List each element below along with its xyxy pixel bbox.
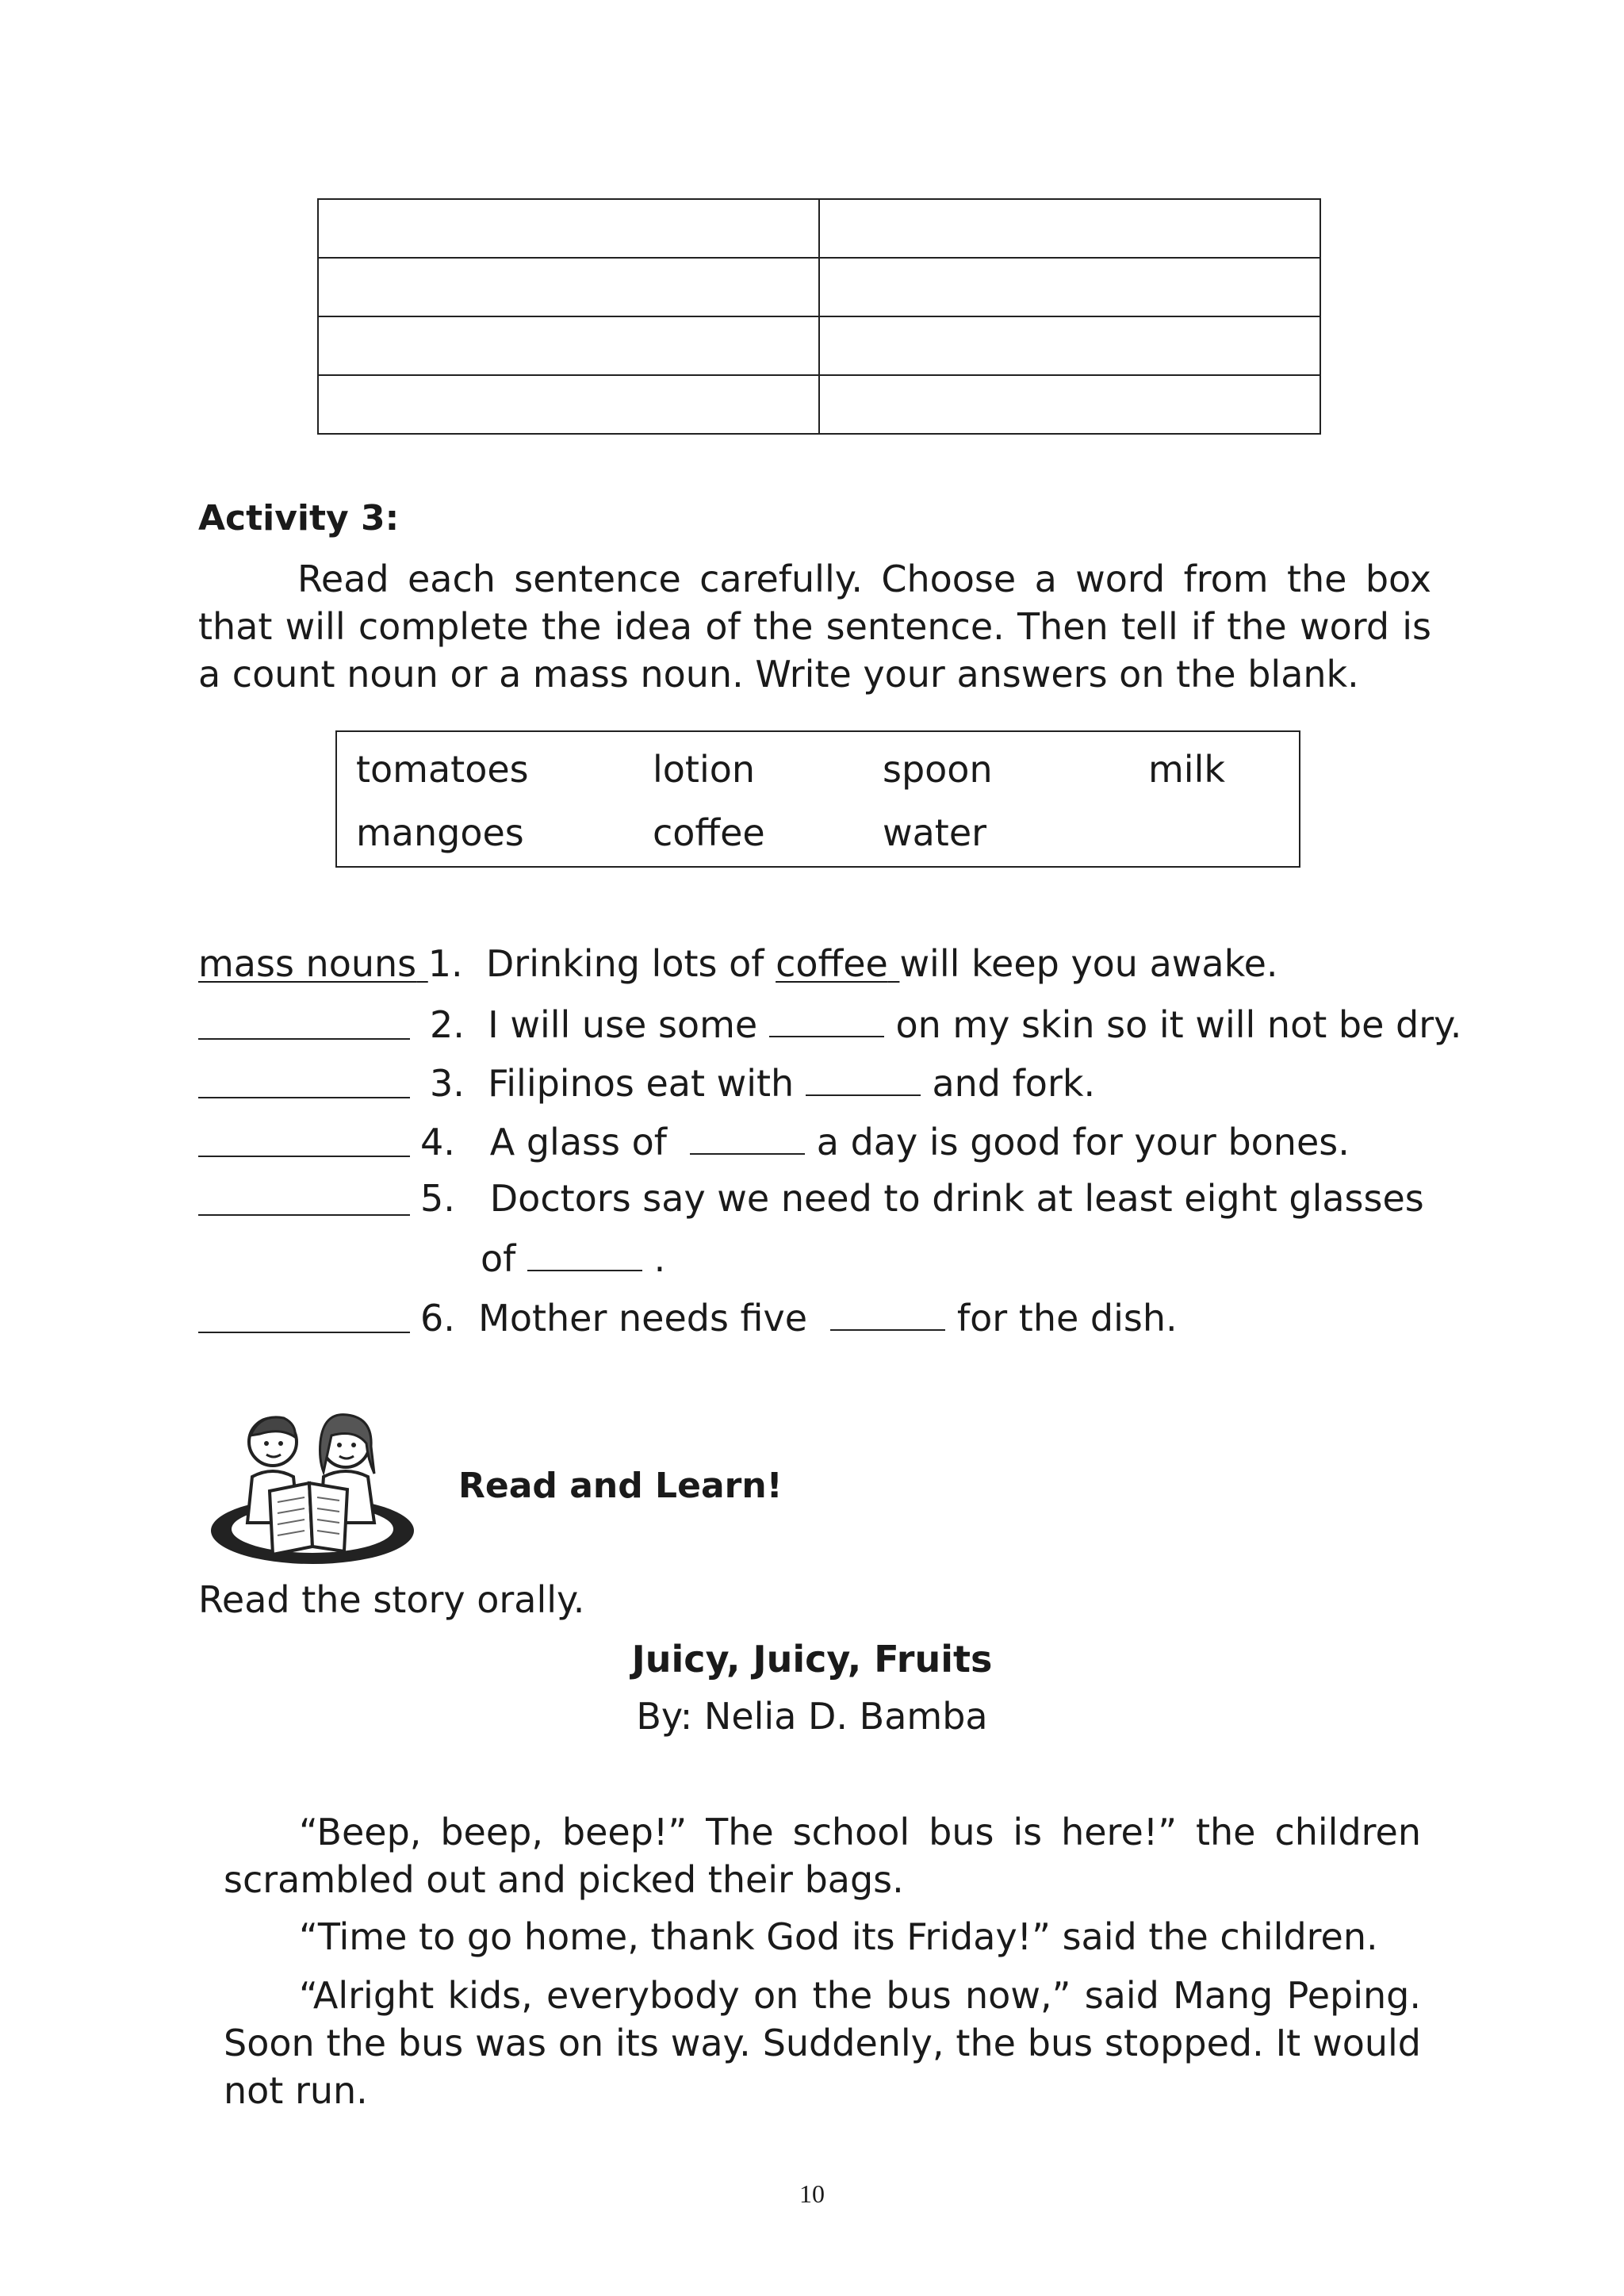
item-text: of [481,1237,516,1280]
exercise-item-2 [430,1001,1461,1046]
answer-blank[interactable] [198,1154,410,1157]
item-text: A glass of [489,1121,667,1163]
word-box [335,730,1300,868]
story-paragraph [224,1808,1421,1903]
exercise-item-6 [420,1294,1178,1340]
answer-blank[interactable] [198,1330,410,1333]
item-text: on my skin so it will not be dry. [895,1003,1462,1046]
item-number: 3. [430,1062,465,1105]
exercise-item-5 [420,1177,1424,1220]
answer-example: mass nouns [198,942,417,985]
story-author: By: Nelia D. Bamba [636,1695,988,1738]
activity-heading: Activity 3: [198,498,400,539]
table-cell[interactable] [318,375,819,434]
item-text: I will use some [488,1003,758,1046]
table-cell[interactable] [318,316,819,375]
fill-blank[interactable] [527,1235,642,1271]
table-cell[interactable] [819,375,1320,434]
exercise-item-5-continued [481,1235,665,1280]
item-text: Mother needs five [478,1297,808,1340]
item-text: will keep you awake. [899,942,1278,985]
answer-blank[interactable] [198,1095,410,1098]
word-box-item: lotion [653,748,756,791]
paragraph-text: “Alright kids, everybody on the bus now,” said Mang Peping. Soon the bus was on its way. Suddenly, the bus stopped. It would not run. [224,1974,1421,2112]
read-and-learn-title: Read and Learn! [458,1466,783,1506]
item-text: for the dish. [956,1297,1178,1340]
table-cell[interactable] [819,199,1320,258]
fill-blank[interactable] [690,1118,805,1155]
fill-blank[interactable] [806,1060,921,1096]
item-number: 5. [420,1177,455,1220]
word-box-item: coffee [653,811,765,854]
item-text: and fork. [932,1062,1096,1105]
table-cell[interactable] [819,258,1320,316]
item-text: Filipinos eat with [488,1062,795,1105]
blank-answer-table [317,198,1321,435]
item-text: . [653,1237,666,1280]
fill-blank[interactable] [830,1294,945,1331]
answer-blank[interactable] [198,1213,410,1216]
table-cell[interactable] [318,258,819,316]
filled-blank: coffee [776,942,888,985]
exercise-item-4 [420,1118,1350,1163]
exercise-item-1 [198,942,1278,985]
word-box-item: milk [1148,748,1226,791]
instructions-text: Read each sentence carefully. Choose a word from the box that will complete the idea of the sentence. Then tell if the word is a count noun or a mass noun. Write your answers on the blank. [198,558,1431,696]
story-title: Juicy, Juicy, Fruits [631,1638,993,1681]
item-text: Doctors say we need to drink at least eight glasses [489,1177,1424,1220]
word-box-item: mangoes [356,811,524,854]
paragraph-text: “Time to go home, thank God its Friday!” said the children. [299,1915,1378,1958]
answer-blank[interactable] [198,1037,410,1040]
item-number: 2. [430,1003,465,1046]
item-number: 4. [420,1121,455,1163]
story-prompt: Read the story orally. [198,1578,585,1621]
word-box-item: water [883,811,987,854]
word-box-item: spoon [883,748,993,791]
paragraph-text: “Beep, beep, beep!” The school bus is here!” the children scrambled out and picked their bags. [224,1811,1421,1901]
item-number: 6. [420,1297,455,1340]
item-number: 1. [427,942,463,985]
exercise-item-3 [430,1060,1095,1105]
story-paragraph [224,1972,1421,2114]
activity-instructions [198,555,1431,698]
story-paragraph [224,1913,1421,1961]
item-text: Drinking lots of [485,942,764,985]
word-box-item: tomatoes [356,748,529,791]
item-text: a day is good for your bones. [816,1121,1350,1163]
children-reading-illustration [205,1404,420,1570]
table-cell[interactable] [819,316,1320,375]
table-cell[interactable] [318,199,819,258]
page-number: 10 [799,2179,825,2208]
fill-blank[interactable] [769,1001,884,1037]
